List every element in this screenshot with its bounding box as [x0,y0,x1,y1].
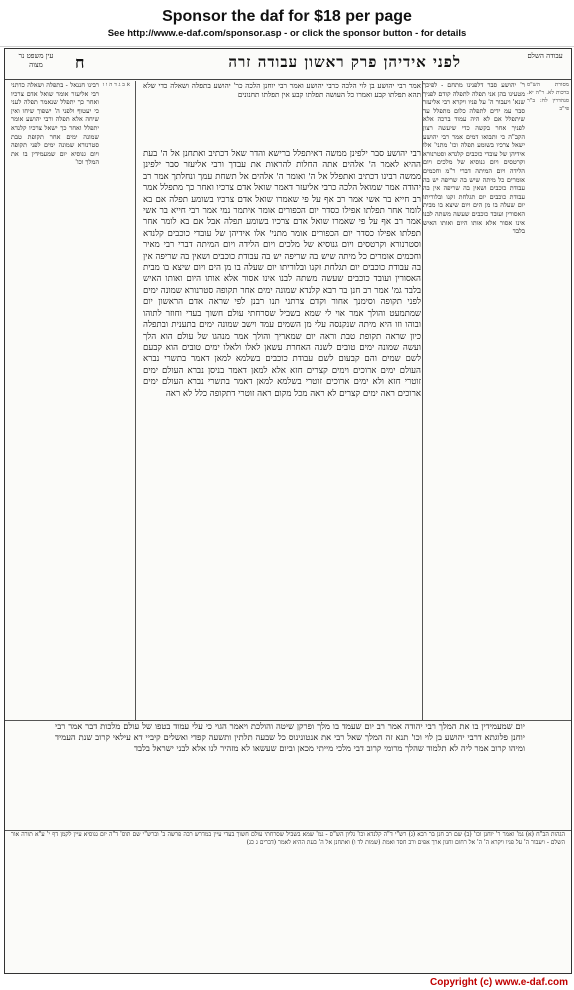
masoret-margin: מסורת הש"ס ברכות לא. ר"ה יא. סנהדרין לח: ב"ר פי"ב [527,82,569,112]
copyright-link[interactable]: Copyright (c) www.e-daf.com [430,977,568,988]
sponsor-subtitle[interactable]: See http://www.e-daf.com/sponsor.asp - or click the sponsor button - for details [107,28,467,39]
sponsor-banner[interactable] [0,0,574,47]
gemara-main-text: רבי יהושע סבר ילפינן ממשה דאיתפלל ברישא והדר שאל דכתיב ואתחנן אל ה' בעת ההיא לאמר ה' אלהים אתה החלות להראות את עבדך ורבי אליעזר סבר ילפינן ממשה רבינו דכתיב ואתפלל אל ה' ואומר ה' אלהים אל תשחת עמך ונחלתך אמר רב יהודה אמר שמואל הלכה כרבי אליעזר דאמר שואל אדם צרכיו ואחר כך מתפלל אמר רב חייא בר אשי אמר רב אף על פי שאמרו שואל אדם צרכיו בשומע תפלה אם בא לומר אחר תפלתו אפילו כסדר יום הכפורים אומר איתמר נמי אמר רבי חייא בר אשי אמר רב אף על פי שאמרו שואל אדם צרכיו בשומע תפלה אבל אם בא לומר אחר תפלתו אפילו כסדר יום הכפורים אומר מתני' אלו אידיהן של עובדי כוכבים קלנדא וסטרנורא וקרטסים ויום גנוסיא של מלכים ויום הלידה ויום המיתה דברי רבי מאיר וחכמים אומרים כל מיתה שיש בה שריפה יש בה עבודת כוכבים ושאין בה שריפה אין בה עבודת כוכבים יום תגלחת זקנו ובלוריתו יום שעלה בו מן הים ויום שיצא בו מבית האסורין ועובד כוכבים שעשה משתה לבנו אינו אסור אלא אותו היום ואותו האיש בלבד גמ' אמר רב חנן בר רבא קלנדא שמונה ימים אחר תקופה סטרנורא שמונה ימים לפני תקופה וסימנך אחור וקדם צרתני תנו רבנן לפי שראה אדם הראשון יום שמתמעט והולך אמר אוי לי שמא בשביל שסרחתי עולם חשוך בעדי וחוזר לתוהו ובוהו וזו היא מיתה שנקנסה עלי מן השמים עמד וישב שמונה ימים בתענית ובתפלה כיון שראה תקופת טבת וראה יום שמאריך והולך אמר מנהגו של עולם הוא הלך ועשה שמונה ימים טובים לשנה האחרת עשאן לאלו ולאלו ימים טובים הוא קבעם לשם שמים והם קבעום לשם עבודת כוכבים בשלמא למאן דאמר בתשרי נברא העולם ימים ארוכים וימים קצרים חזא אלא למאן דאמר בניסן נברא העולם ימים זוטרי חזא ולא ימים ארוכים זוטרי בשלמא למאן דאמר בתשרי נברא העולם ימים ארוכים ראה ימים קצרים לא ראה מכל מקום ראה זוטרי דתקופה כלל לא ראה [143,149,421,399]
gemara-top-block: אמר רבי יהושע בן לוי הלכה כרבי יהושע ואמר רבי יוחנן הלכה כר' יהושע בתפלה ושאלה כדי שלא תהא תפלתו קבע ואמרו כל העושה תפלתו קבע אין תפלתו תחנונים [143,81,421,100]
talmud-page [4,48,572,974]
running-title: לפני אידיהן פרק ראשון עבודה זרה [228,53,461,71]
ein-mishpat-margin: א ב ג ד ה ו ז [102,82,130,88]
bottom-notes: הגהות הב"ח (א) גמ' ואמר ר' יוחנן וכו' (ב) שם רב חנן בר רבא (ג) רש"י ד"ה קלנדא וכו' גליון הש"ס - גמ' שמא בשביל שסרחתי עולם חשוך בעדי עיין במדרש רבה פרשה ב' וברש"י שם תוס' ד"ה יום גנוסיא עיין לקמן דף י' ע"א תורה אור השלם - ויעבור ה' על פניו ויקרא ה' ה' אל רחום וחנון ארך אפים ורב חסד ואמת (שמות לד ו) ואתחנן אל ה' בעת ההיא לאמר (דברים ג כג) [11,831,565,847]
column-rule-right [422,81,423,721]
lower-commentary: יום שמעמידין בו את המלך רבי יהודה אמר רב יום שעמד בו מלך ופרקן שיטה והולכת ויאמר הגוי כי עלי עמוד בטפו של עולם מלכות דבר אמר רבי יוחנן פלוגתא דרבי יהושע בן לוי וכו' תנא זה המלך שאל רבי את אנטונינוס כל שבעה תלתין ותשעה קפדי ואשלים קיביי דא עילאי קרוב שנת העמיד ומיהו קרוב אמר ליה לא תלמוד שהלך מרומי קרוב דבי מלכי מייתי מכאן וביום שעשאו לא מזהיר לנו אלא לבני ישראל בלבד [55,721,525,753]
column-rule-left [135,81,136,721]
header-right-margin: עבודה השלם [527,52,563,60]
rashi-commentary: ר' יהושע סבר דלפנינו מתחם - לפיכך מטעינו בהן אני תפלה לתפלה קודם לפניך שנא' ויעבור ה' על פניו ויקרא רבי אליעזר סבר עמ ידים לתפלה כלום מתפלל עד שיתפלל אם לא היה עמוד ברכה אלא לפניך אחר בקשה כדי שיעשה רצון הקב"ה כי ותבואו דמים אמר רבי יהושע ישאל צרכיו בשומע תפלה וכו' מתני' אלו אידיהן של עובדי כוכבים קלנדא וסטרנורא וקרטסים ויום גנוסיא של מלכים ויום הלידה ויום המיתה דברי ר"מ וחכמים אומרים כל מיתה שיש בה שריפה יש בה עבודת כוכבים ושאין בה שריפה אין בה עבודת כוכבים יום תגלחת זקנו ובלוריתו יום שעלה בו מן הים ויום שיצא בו מבית האסורין ועובד כוכבים שעשה משתה לבנו אינו אסור אלא אותו היום ואותו האיש בלבד [423,81,525,236]
daf-number: ח [75,53,85,72]
page-header [5,49,571,80]
header-left-margin: עין משפט נר מצוה [18,52,54,69]
rabbeinu-chananel: רבינו חננאל - בתפלה ושאלה כדתני רבי אליעזר אומר שואל אדם צרכיו ואחר כך יתפלל שנאמר תפלה לעני כי יעטוף ולפני ה' ישפוך שיחו ואין שיחה אלא תפלה ורבי יהושע אומר יתפלל ואחר כך ישאל צרכיו קלנדא שמונה ימים אחר תקופת טבת סטרנורא שמונה ימים לפני תקופה ויום גנוסיא יום שמעמידין בו את המלך וכו' [11,81,99,167]
sponsor-title: Sponsor the daf for $18 per page [162,8,412,25]
